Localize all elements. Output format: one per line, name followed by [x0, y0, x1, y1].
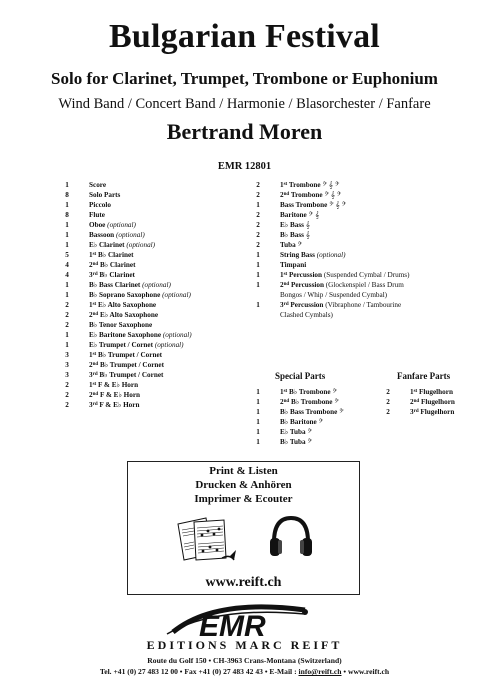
part-row [380, 397, 480, 407]
part-instrument: B♭ Clarinet [98, 251, 134, 259]
special-parts-list [250, 387, 370, 447]
part-row [380, 387, 480, 397]
part-optional-note: (optional) [126, 241, 156, 249]
part-ordinal: 1 [280, 181, 284, 189]
part-instrument: E♭ Trumpet / Cornet [89, 341, 154, 349]
part-quantity: 1 [256, 428, 260, 436]
reift-website-link[interactable]: www.reift.ch [205, 575, 282, 590]
part-ordinal-suffix: nd [283, 192, 290, 197]
part-row [59, 350, 249, 360]
part-instrument: E♭ Clarinet [89, 241, 125, 249]
part-instrument: B♭ Tuba [280, 438, 306, 446]
part-detail: (Glockenspiel / Bass Drum [325, 281, 404, 289]
clef-icon: 𝄢 [307, 428, 312, 436]
emr-logo-text: EMR [199, 610, 266, 640]
publisher-contact [0, 667, 489, 676]
part-name [280, 260, 306, 270]
part-quantity: 3 [65, 361, 69, 369]
part-row [250, 200, 470, 210]
part-row [250, 397, 370, 407]
part-row [250, 180, 470, 190]
part-detail: (Suspended Cymbal / Drums) [323, 271, 410, 279]
part-quantity: 2 [65, 311, 69, 319]
part-quantity: 2 [256, 231, 260, 239]
part-quantity: 2 [65, 381, 69, 389]
clef-icon: 𝄢 [334, 398, 339, 406]
clef-icon: 𝄢 [307, 438, 312, 446]
part-ordinal-suffix: nd [92, 392, 99, 397]
part-ordinal: 1 [410, 388, 414, 396]
part-row [250, 270, 470, 280]
part-name [280, 280, 404, 290]
contact-website: • www.reift.ch [341, 667, 390, 676]
part-quantity: 3 [65, 371, 69, 379]
part-instrument: Flugelhorn [420, 408, 455, 416]
part-name [280, 240, 302, 250]
part-name [89, 190, 120, 200]
part-optional-note: (optional) [162, 291, 191, 299]
part-ordinal-suffix: st [283, 389, 288, 394]
part-quantity: 1 [256, 438, 260, 446]
publisher-name: EDITIONS MARC REIFT [146, 638, 343, 652]
part-ordinal-suffix: st [92, 252, 97, 257]
part-quantity: 1 [256, 398, 260, 406]
part-name [89, 370, 163, 380]
ensemble-list: Wind Band / Concert Band / Harmonie / Blasorchester / Fanfare [58, 96, 431, 112]
part-row [59, 320, 249, 330]
part-ordinal-suffix: rd [283, 302, 289, 307]
part-ordinal: 3 [89, 401, 93, 409]
drucken-anhoeren-label: Drucken & Anhören [195, 479, 292, 491]
part-quantity: 1 [65, 291, 69, 299]
part-instrument: Bassoon [89, 231, 115, 239]
part-row [250, 407, 370, 417]
score-title: Bulgarian Festival [109, 18, 380, 55]
part-row [250, 210, 470, 220]
special-parts-section [250, 371, 370, 447]
part-name [280, 210, 319, 220]
print-listen-label: Print & Listen [209, 465, 278, 477]
part-row [59, 200, 249, 210]
part-quantity: 5 [65, 251, 69, 259]
part-row [59, 330, 249, 340]
clef-icon: 𝄢 [297, 241, 303, 249]
part-ordinal: 2 [280, 281, 284, 289]
clef-icon: 𝄢 𝄞 𝄢 [322, 181, 340, 189]
part-ordinal: 2 [280, 398, 284, 406]
part-instrument: Trombone [290, 191, 323, 199]
part-instrument: B♭ Bass [280, 231, 304, 239]
part-row [250, 220, 470, 230]
part-name [89, 270, 135, 280]
part-ordinal-suffix: st [92, 352, 97, 357]
part-name [89, 230, 145, 240]
part-instrument: F & E♭ Horn [99, 391, 141, 399]
part-instrument: Percussion [289, 271, 323, 279]
part-ordinal: 3 [410, 408, 414, 416]
part-row [59, 270, 249, 280]
part-quantity: 1 [256, 408, 260, 416]
part-instrument: E♭ Alto Saxophone [98, 301, 157, 309]
part-quantity: 2 [256, 221, 260, 229]
clef-icon: 𝄢 𝄞 [308, 211, 320, 219]
part-name [280, 270, 409, 280]
part-row [59, 230, 249, 240]
part-name [280, 427, 312, 437]
part-row [59, 310, 249, 320]
part-ordinal: 1 [89, 381, 93, 389]
part-ordinal: 3 [89, 371, 93, 379]
part-quantity: 1 [65, 201, 69, 209]
clef-icon: 𝄢 𝄞 𝄢 [324, 191, 342, 199]
part-instrument: Score [89, 181, 107, 189]
part-ordinal: 2 [89, 391, 93, 399]
score-subtitle: Solo for Clarinet, Trumpet, Trombone or Euphonium [51, 69, 438, 88]
part-instrument: B♭ Clarinet [99, 271, 135, 279]
part-ordinal: 2 [89, 361, 93, 369]
part-ordinal-suffix: nd [283, 399, 290, 404]
part-name [89, 260, 135, 270]
part-row [59, 190, 249, 200]
part-name [280, 417, 323, 427]
part-quantity: 1 [65, 181, 69, 189]
catalog-number: EMR 12801 [217, 161, 272, 172]
part-instrument: Trombone [288, 181, 321, 189]
part-name [89, 220, 136, 230]
part-quantity: 1 [256, 281, 260, 289]
contact-email-link[interactable]: info@reift.ch [298, 667, 342, 676]
part-instrument: B♭ Soprano Saxophone [89, 291, 161, 299]
print-listen-box [127, 461, 360, 595]
part-instrument: Tuba [280, 241, 296, 249]
part-name [280, 230, 310, 240]
clef-icon: 𝄢 [339, 408, 344, 416]
part-name [280, 180, 339, 190]
clef-icon: 𝄞 [305, 221, 311, 229]
part-ordinal-suffix: st [283, 182, 288, 187]
part-ordinal-suffix: st [283, 272, 288, 277]
part-row [59, 390, 249, 400]
part-name [280, 437, 312, 447]
part-instrument: B♭ Baritone [280, 418, 317, 426]
part-ordinal: 1 [89, 301, 93, 309]
part-name [89, 300, 156, 310]
part-row [250, 387, 370, 397]
part-row [59, 250, 249, 260]
part-optional-note: (optional) [142, 281, 171, 289]
part-name [280, 190, 341, 200]
part-quantity: 3 [65, 351, 69, 359]
part-instrument: Flute [89, 211, 105, 219]
clef-icon: 𝄞 [305, 231, 311, 239]
part-ordinal-suffix: nd [92, 262, 99, 267]
part-name [280, 250, 346, 260]
part-row [380, 407, 480, 417]
emr-logo [155, 604, 335, 640]
part-instrument: E♭ Bass [280, 221, 304, 229]
part-row [59, 220, 249, 230]
part-row [59, 300, 249, 310]
part-name [89, 250, 134, 260]
part-quantity: 1 [256, 271, 260, 279]
part-instrument: B♭ Trumpet / Cornet [99, 361, 164, 369]
part-row [250, 427, 370, 437]
part-name [89, 180, 106, 190]
part-ordinal: 2 [89, 311, 93, 319]
clef-icon: 𝄢 [332, 388, 337, 396]
part-name [89, 310, 158, 320]
part-quantity: 1 [256, 251, 260, 259]
part-ordinal-suffix: nd [413, 399, 420, 404]
part-row [59, 260, 249, 270]
part-ordinal-suffix: st [92, 302, 97, 307]
part-quantity: 1 [256, 388, 260, 396]
fanfare-parts-section [380, 371, 480, 417]
part-ordinal-suffix: nd [92, 312, 99, 317]
part-ordinal: 1 [280, 388, 284, 396]
part-ordinal-suffix: nd [92, 362, 99, 367]
part-instrument: Bass Trombone [280, 201, 328, 209]
part-quantity: 2 [386, 388, 390, 396]
part-name [89, 280, 171, 290]
clef-icon: 𝄢 𝄞 𝄢 [329, 201, 347, 209]
part-instrument: Piccolo [89, 201, 111, 209]
part-detail-continued: Clashed Cymbals) [280, 311, 333, 319]
part-instrument: Timpani [280, 261, 307, 269]
headphones-icon [266, 512, 316, 562]
special-parts-heading: Special Parts [275, 371, 326, 381]
part-instrument: Flugelhorn [420, 398, 455, 406]
imprimer-ecouter-label: Imprimer & Ecouter [194, 493, 293, 505]
part-instrument: B♭ Trumpet / Cornet [98, 351, 163, 359]
part-name [280, 397, 339, 407]
part-quantity: 2 [256, 241, 260, 249]
part-name [280, 407, 344, 417]
part-quantity: 1 [256, 261, 260, 269]
part-instrument: Solo Parts [89, 191, 121, 199]
sheet-music-icon [172, 514, 238, 566]
part-row [250, 260, 470, 270]
part-instrument: B♭ Trumpet / Cornet [99, 371, 164, 379]
part-name [89, 350, 162, 360]
part-name [410, 407, 454, 417]
part-quantity: 2 [256, 181, 260, 189]
part-name [89, 320, 152, 330]
part-ordinal-suffix: rd [92, 272, 98, 277]
part-ordinal-suffix: nd [283, 282, 290, 287]
part-ordinal-suffix: st [92, 382, 97, 387]
part-ordinal: 1 [280, 271, 284, 279]
part-instrument: B♭ Tenor Saxophone [89, 321, 153, 329]
part-name [89, 200, 111, 210]
part-quantity: 2 [65, 321, 69, 329]
part-quantity: 1 [256, 418, 260, 426]
part-instrument: Percussion [290, 281, 324, 289]
part-instrument: B♭ Trombone [290, 398, 333, 406]
part-detail-continued: Bongos / Whip / Suspended Cymbal) [280, 291, 388, 299]
part-row [250, 190, 470, 200]
part-quantity: 2 [386, 408, 390, 416]
part-row [59, 180, 249, 190]
part-name [280, 300, 401, 310]
part-instrument: B♭ Clarinet [99, 261, 136, 269]
part-name [89, 290, 191, 300]
part-row [59, 280, 249, 290]
part-row [250, 417, 370, 427]
part-quantity: 1 [256, 301, 260, 309]
part-quantity: 1 [65, 281, 69, 289]
part-name [89, 340, 184, 350]
part-quantity: 8 [65, 191, 69, 199]
part-name [280, 387, 337, 397]
part-row [59, 360, 249, 370]
part-quantity: 2 [386, 398, 390, 406]
part-optional-note: (optional) [316, 251, 346, 259]
part-optional-note: (optional) [154, 341, 184, 349]
part-row [250, 250, 470, 260]
part-optional-note: (optional) [107, 221, 136, 229]
part-row [250, 240, 470, 250]
part-instrument: String Bass [280, 251, 315, 259]
part-instrument: Flugelhorn [419, 388, 453, 396]
part-name [280, 200, 346, 210]
part-name [410, 387, 453, 397]
clef-icon: 𝄢 [318, 418, 324, 426]
part-ordinal-suffix: st [413, 389, 418, 394]
part-row [59, 400, 249, 410]
part-instrument: B♭ Trombone [289, 388, 331, 396]
part-ordinal: 2 [280, 191, 284, 199]
part-row [250, 280, 470, 290]
part-ordinal: 2 [89, 261, 93, 269]
part-instrument: B♭ Bass Clarinet [89, 281, 141, 289]
part-ordinal: 3 [280, 301, 284, 309]
part-ordinal-suffix: rd [413, 409, 419, 414]
part-instrument: Baritone [280, 211, 307, 219]
part-instrument: F & E♭ Horn [98, 381, 139, 389]
part-ordinal-suffix: rd [92, 372, 98, 377]
part-row [59, 380, 249, 390]
part-name [410, 397, 455, 407]
part-row [250, 300, 470, 310]
contact-phone-fax: Tel. +41 (0) 27 483 12 00 • Fax +41 (0) 27 483 42 43 • E-Mail : [99, 667, 299, 676]
part-instrument: E♭ Tuba [280, 428, 306, 436]
part-optional-note: (optional) [162, 331, 192, 339]
part-ordinal: 3 [89, 271, 93, 279]
part-quantity: 2 [256, 211, 260, 219]
part-name [280, 220, 310, 230]
part-quantity: 8 [65, 211, 69, 219]
instrumentation-left-column [59, 180, 249, 410]
part-row [59, 210, 249, 220]
part-quantity: 2 [65, 391, 69, 399]
part-name [89, 400, 139, 410]
part-quantity: 1 [65, 221, 69, 229]
part-quantity: 2 [65, 401, 69, 409]
part-optional-note: (optional) [115, 231, 145, 239]
part-name [89, 330, 192, 340]
part-instrument: E♭ Alto Saxophone [99, 311, 159, 319]
part-ordinal: 1 [89, 351, 93, 359]
part-quantity: 4 [65, 271, 69, 279]
part-quantity: 1 [65, 331, 69, 339]
part-instrument: F & E♭ Horn [99, 401, 140, 409]
part-quantity: 2 [65, 301, 69, 309]
part-quantity: 1 [65, 231, 69, 239]
part-row [59, 370, 249, 380]
part-row [250, 230, 470, 240]
part-ordinal-suffix: rd [92, 402, 98, 407]
publisher-address: Route du Golf 150 • CH-3963 Crans-Montana (Switzerland) [147, 656, 342, 665]
part-quantity: 1 [256, 201, 260, 209]
part-quantity: 1 [65, 341, 69, 349]
part-name [89, 390, 140, 400]
part-quantity: 2 [256, 191, 260, 199]
fanfare-parts-list [380, 387, 480, 417]
instrumentation-right-column [250, 180, 470, 320]
part-quantity: 1 [65, 241, 69, 249]
part-row [59, 240, 249, 250]
part-ordinal: 1 [89, 251, 93, 259]
part-quantity: 4 [65, 261, 69, 269]
part-name [89, 380, 138, 390]
part-row [59, 290, 249, 300]
fanfare-parts-heading: Fanfare Parts [397, 371, 451, 381]
part-name [89, 240, 155, 250]
part-instrument: Oboe [89, 221, 106, 229]
part-row [59, 340, 249, 350]
part-name [89, 360, 164, 370]
part-ordinal: 2 [410, 398, 414, 406]
part-instrument: Percussion [290, 301, 324, 309]
part-instrument: B♭ Bass Trombone [280, 408, 338, 416]
part-instrument: E♭ Baritone Saxophone [89, 331, 162, 339]
part-row [250, 437, 370, 447]
part-name [89, 210, 105, 220]
part-detail: (Vibraphone / Tambourine [325, 301, 402, 309]
composer-name: Bertrand Moren [166, 119, 323, 144]
